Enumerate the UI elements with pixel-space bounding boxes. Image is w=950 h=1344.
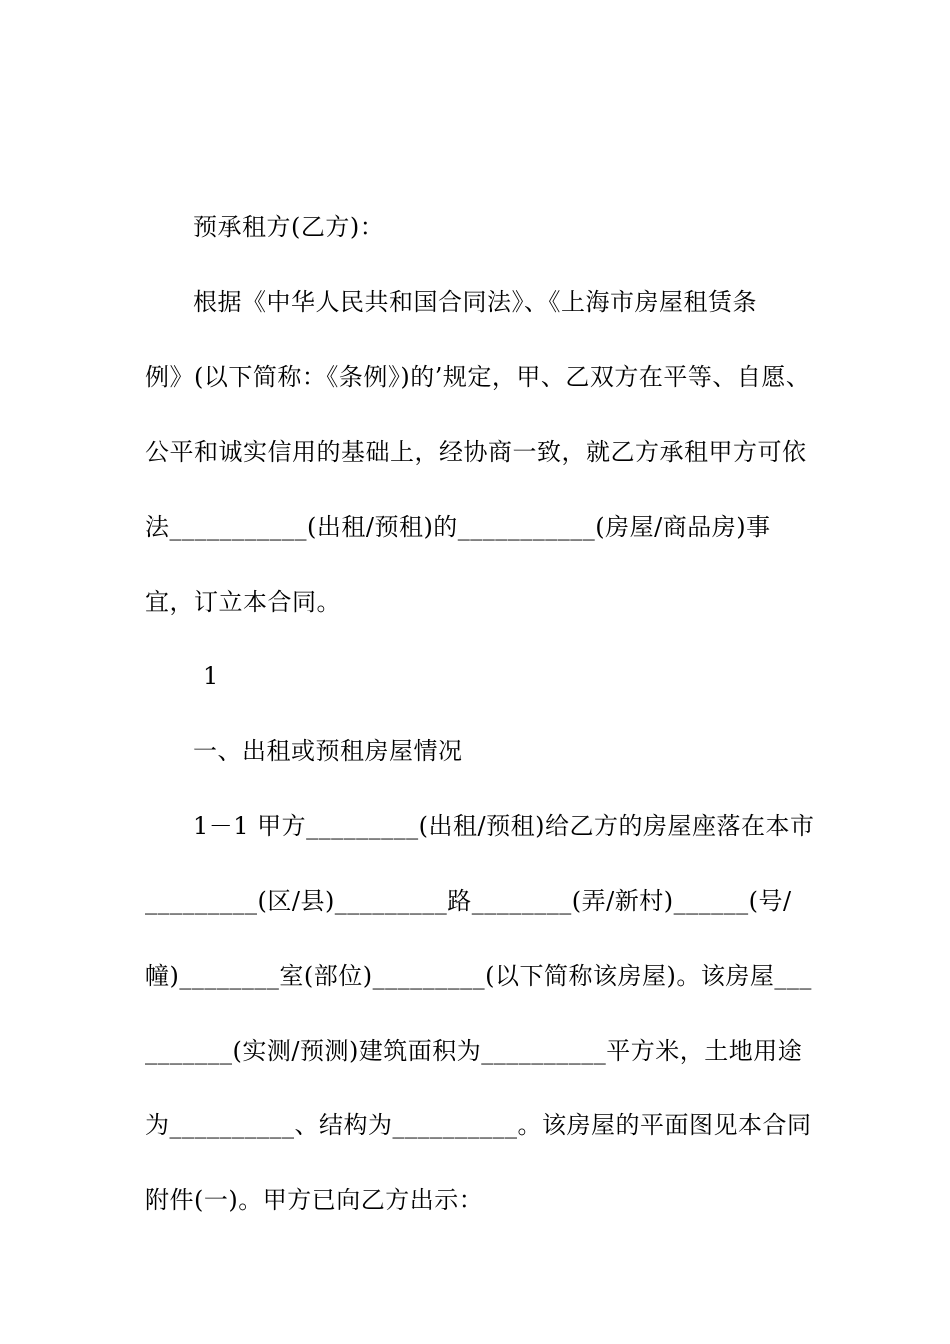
body-line: 幢)________室(部位)_________(以下简称该房屋)。该房屋___ [145, 962, 812, 990]
body-line: 公平和诚实信用的基础上，经协商一致，就乙方承租甲方可依 [145, 438, 807, 466]
body-line: 宜，订立本合同。 [145, 588, 341, 616]
page-number: 1 [203, 662, 219, 690]
body-line: 法___________(出租/预租)的___________(房屋/商品房)事 [145, 513, 771, 541]
body-line: 例》(以下简称：《条例》)的’规定，甲、乙双方在平等、自愿、 [145, 363, 811, 391]
body-line: 1－1 甲方_________(出租/预租)给乙方的房屋座落在本市 [193, 812, 815, 840]
body-line: _______(实测/预测)建筑面积为__________平方米，土地用途 [145, 1037, 803, 1065]
body-line: 为__________、结构为__________。该房屋的平面图见本合同 [145, 1111, 812, 1139]
body-line: 附件(一)。甲方已向乙方出示： [145, 1186, 484, 1214]
body-line: _________(区/县)_________路________(弄/新村)______(号/ [145, 887, 792, 915]
body-line: 根据《中华人民共和国合同法》、《上海市房屋租赁条 [193, 288, 757, 316]
section-heading: 一、出租或预租房屋情况 [193, 737, 463, 765]
party-b-heading: 预承租方(乙方)： [193, 213, 385, 241]
